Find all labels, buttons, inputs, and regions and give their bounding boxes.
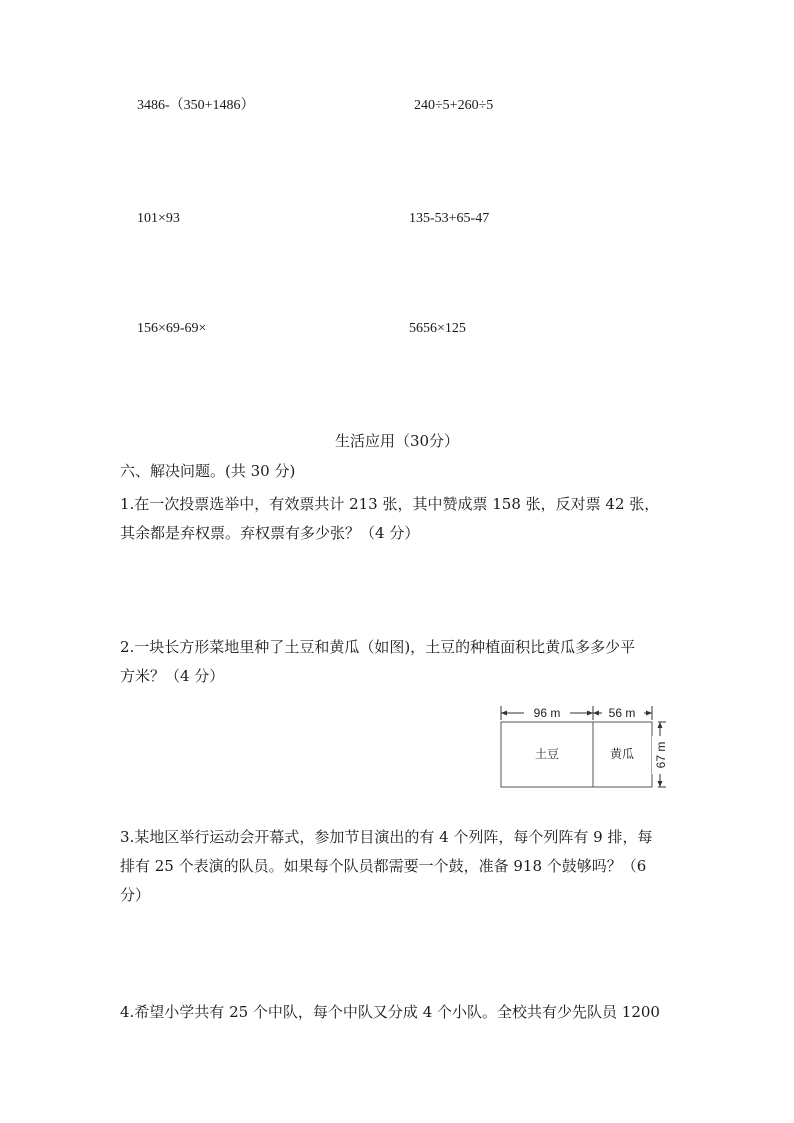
cucumber-width-label: 56 m <box>608 706 636 720</box>
calc-1-right: 240÷5+260÷5 <box>414 98 494 113</box>
calc-2-left: 101×93 <box>137 211 180 226</box>
problem-2-line-2: 方米？（4 分） <box>120 667 225 685</box>
calc-1-left: 3486-（350+1486） <box>137 98 255 113</box>
problem-2-line-1: 2.一块长方形菜地里种了土豆和黄瓜（如图)，土豆的种植面积比黄瓜多多少平 <box>120 638 636 656</box>
calc-2-right: 135-53+65-47 <box>409 211 490 226</box>
problem-3-line-3: 分） <box>120 886 151 904</box>
potato-width-label: 96 m <box>533 706 561 720</box>
problem-2 <box>120 633 680 691</box>
problem-3 <box>120 823 680 910</box>
field-diagram <box>490 700 680 800</box>
calc-3-right: 5656×125 <box>409 321 466 336</box>
section-heading-text: 六、解决问题。(共 30 分) <box>120 462 296 480</box>
section-heading <box>120 457 680 486</box>
potato-label: 土豆 <box>534 747 560 761</box>
height-label: 67 m <box>654 741 668 769</box>
problem-4-line-1: 4.希望小学共有 25 个中队，每个中队又分成 4 个小队。全校共有少先队员 1200 <box>120 1003 660 1021</box>
problem-4 <box>120 998 680 1027</box>
problem-1 <box>120 490 680 548</box>
problem-1-line-2: 其余都是弃权票。弃权票有多少张？（4 分） <box>120 524 420 542</box>
problem-1-line-1: 1.在一次投票选举中，有效票共计 213 张，其中赞成票 158 张，反对票 42 张， <box>120 495 660 513</box>
cucumber-label: 黄瓜 <box>609 747 635 761</box>
section-title: 生活应用（30分） <box>334 432 460 450</box>
problem-3-line-2: 排有 25 个表演的队员。如果每个队员都需要一个鼓，准备 918 个鼓够吗？（6 <box>120 857 647 875</box>
problem-3-line-1: 3.某地区举行运动会开幕式，参加节目演出的有 4 个列阵，每个列阵有 9 排，每 <box>120 828 653 846</box>
calc-3-left: 156×69-69× <box>137 321 207 336</box>
